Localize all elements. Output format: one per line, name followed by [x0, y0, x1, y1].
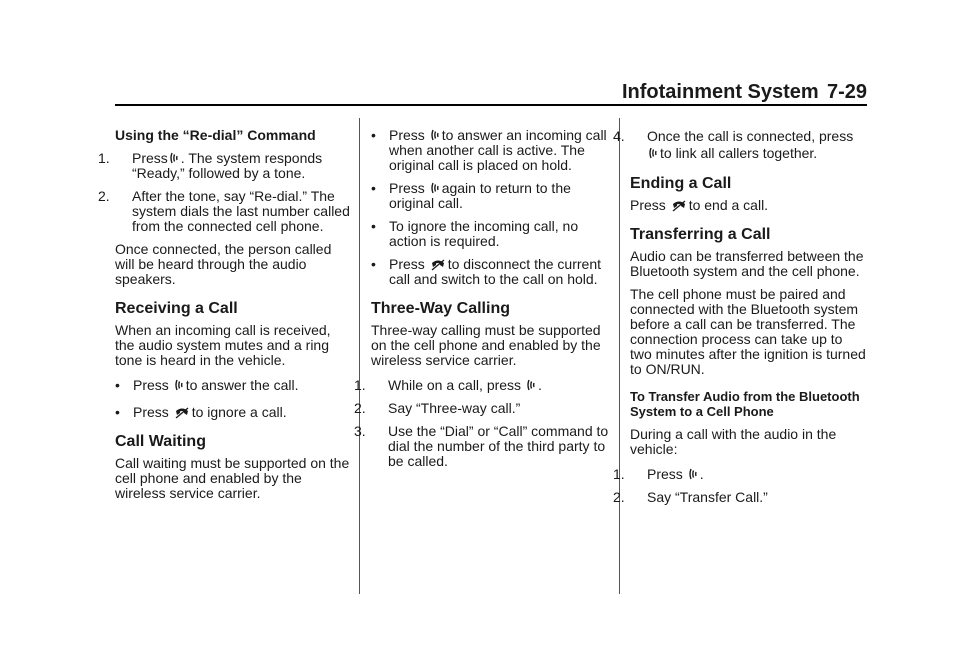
paragraph: Audio can be transferred between the Bluetooth system and the cell phone.	[630, 248, 864, 279]
heading-three-way-calling: Three-Way Calling	[371, 300, 510, 317]
end-call-icon	[430, 259, 446, 271]
paragraph: Three-way calling must be supported on the cell phone and enabled by the wireless service carrier.	[371, 322, 601, 368]
list-item: 1. While on a call, press .	[354, 377, 542, 393]
heading-call-waiting: Call Waiting	[115, 433, 206, 450]
paragraph: The cell phone must be paired and connected with the Bluetooth system before a call can be transferred. The connection process can take up to two minutes after the ignition is turned to ON/RUN.	[630, 286, 866, 377]
list-item: 3. Use the “Dial” or “Call” command to dial the number of the third party to be called.	[354, 423, 609, 469]
push-to-talk-icon	[169, 151, 179, 165]
list-item: 2. After the tone, say “Re-dial.” The system dials the last number called from the connected cell phone.	[98, 188, 350, 234]
list-item: • Press to ignore a call.	[115, 405, 350, 420]
push-to-talk-icon	[648, 146, 658, 160]
push-to-talk-icon	[688, 467, 698, 481]
list-item: 2. Say “Transfer Call.”	[613, 489, 768, 505]
column-1	[98, 127, 350, 501]
list-item: 1. Press . The system responds “Ready,” followed by a tone.	[98, 150, 323, 181]
column-divider	[359, 118, 360, 594]
paragraph: During a call with the audio in the vehicle:	[630, 426, 837, 457]
list-item: • Press again to return to the original call.	[371, 181, 611, 211]
heading-transferring-call: Transferring a Call	[630, 226, 771, 243]
section-title: Infotainment System	[622, 81, 819, 103]
heading-receiving-call: Receiving a Call	[115, 300, 238, 317]
list-item: • Press to answer an incoming call when another call is active. The original call is placed on hold.	[371, 128, 611, 173]
paragraph: Call waiting must be supported on the cell phone and enabled by the wireless service carrier.	[115, 455, 350, 501]
page-number: 7-29	[826, 81, 867, 103]
list-item: • To ignore the incoming call, no action is required.	[371, 219, 611, 249]
column-2	[354, 127, 611, 477]
column-divider	[619, 118, 620, 594]
column-3	[613, 128, 868, 513]
header-rule	[115, 104, 867, 106]
list-item: 1. Press .	[613, 466, 704, 482]
paragraph: When an incoming call is received, the audio system mutes and a ring tone is heard in the vehicle.	[115, 322, 331, 368]
page-header	[622, 80, 867, 104]
heading-ending-call: Ending a Call	[630, 175, 732, 192]
list-item: • Press to answer the call.	[115, 378, 350, 393]
push-to-talk-icon	[526, 378, 536, 392]
paragraph: Once connected, the person called will be heard through the audio speakers.	[115, 241, 332, 287]
end-call-icon	[174, 407, 190, 419]
list-item: • Press to disconnect the current call and switch to the call on hold.	[371, 257, 611, 287]
push-to-talk-icon	[430, 181, 440, 195]
end-call-icon	[671, 200, 687, 212]
subheading-transfer-audio: To Transfer Audio from the Bluetooth System to a Cell Phone	[630, 389, 860, 419]
list-item: 4. Once the call is connected, press to link all callers together.	[613, 128, 854, 161]
heading-redial: Using the “Re-dial” Command	[115, 127, 316, 143]
paragraph: Press to end a call.	[630, 197, 769, 213]
list-item: 2. Say “Three-way call.”	[354, 400, 521, 416]
push-to-talk-icon	[430, 128, 440, 142]
push-to-talk-icon	[174, 378, 184, 392]
